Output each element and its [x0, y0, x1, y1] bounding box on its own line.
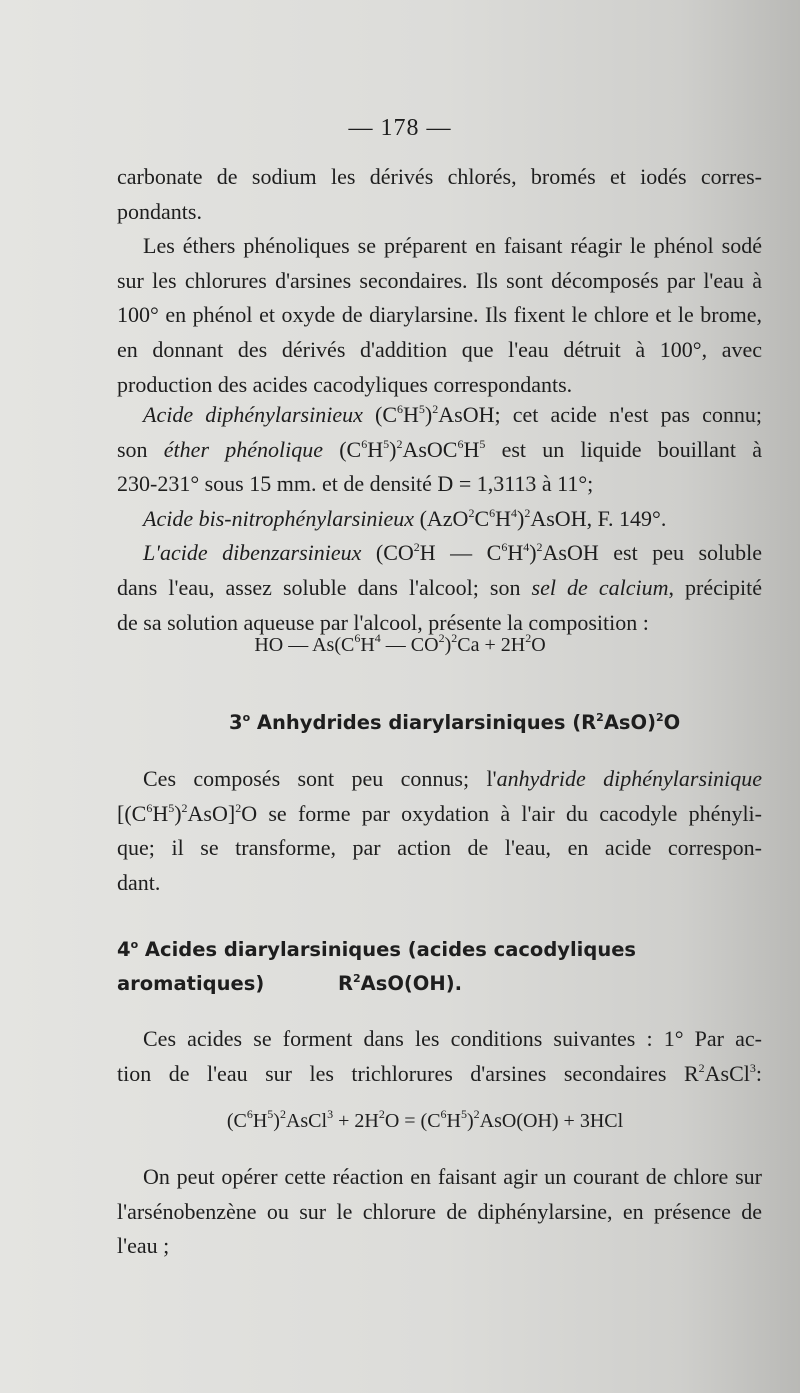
text-line: pondants. — [117, 198, 202, 224]
formula-hydrolysis: $(C^6H^5)^2AsCl^3 + 2H^2O = (C^6H^5)^2AsO(OH) + 3HCl$ — [226, 1107, 624, 1132]
text-line: $[(C^6H^5)^2AsO]^2O$ se forme par oxydation à l'air du cacodyle phényli- — [117, 800, 762, 826]
acid-name: Acide bis-nitrophénylarsinieux — [143, 505, 415, 531]
text-line: 230-231° sous 15 mm. et de densité D = 1,3113 à 11°; — [117, 471, 594, 497]
paragraph-anhydrides — [117, 762, 762, 900]
acid-name: Acide diphénylarsinieux — [143, 402, 363, 427]
text-line: On peut opérer cette réaction en faisant agir un courant de chlore sur l'arsénobenzène ou sur le chlorure de diphénylarsine, en présence de l'eau ; — [117, 1164, 762, 1259]
ether-term: éther phénolique — [163, 436, 323, 462]
acid-dibenzarsinieux: L'acide dibenzarsinieux ($CO^2H$ — $C^6H^4)^2AsOH$ est peu soluble — [143, 540, 762, 566]
text-line: tion de l'eau sur les trichlorures d'arsines secondaires $R^2AsCl^3$: — [117, 1060, 762, 1086]
text-line: de sa solution aqueuse par l'alcool, présente la composition : — [117, 609, 649, 635]
acid-bis-nitrophenylarsinieux: Acide bis-nitrophénylarsinieux $(AzO^2C^6H^4)^2AsOH$, F. 149°. — [143, 505, 667, 531]
text-line: dant. — [117, 869, 161, 895]
paragraph-formation — [117, 1022, 762, 1091]
section-heading-4-formula: $R^2AsO(OH)$. — [337, 972, 463, 995]
paragraph-intro — [117, 160, 762, 402]
paragraph-chlorine-method — [117, 1160, 762, 1264]
acid-diphenylarsinieux: Acide diphénylarsinieux $(C^6H^5)^2AsOH$; cet acide n'est pas connu; — [143, 402, 762, 427]
section-heading-3: 3$^o$ Anhydrides diarylarsiniques $(R^2AsO)^2O$ — [229, 711, 681, 734]
text-line: son éther phénolique $(C^6H^5)^2AsOC^6H^5$ est un liquide bouillant à — [117, 436, 762, 462]
acid-name: L'acide dibenzarsinieux — [143, 540, 362, 566]
text-line: Ces acides se forment dans les conditions suivantes : 1° Par ac- — [143, 1026, 762, 1051]
text-line: carbonate de sodium les dérivés chlorés, bromés et iodés corres- — [117, 164, 762, 189]
text-line: dans l'eau, assez soluble dans l'alcool; son sel de calcium, précipité — [117, 574, 762, 600]
section-heading-4: 4$^o$ Acides diarylarsiniques (acides cacodyliques aromatiques) — [117, 938, 637, 995]
anhydride-term: anhydride diphénylarsinique — [496, 766, 762, 791]
page-number: — 178 — — [348, 115, 452, 141]
acid-list — [117, 398, 762, 640]
paragraph-ethers: Les éthers phénoliques se préparent en faisant réagir le phénol sodé sur les chlorures d'arsines secondaires. Ils sont décomposés par l'eau à 100° en phénol et oxyde de diarylarsine. Ils fixent le chlore et le brome, en donnant des dérivés d'addition que l'eau détruit à 100°, avec production des acides cacodyliques correspondants. — [117, 233, 762, 397]
formula-calcium-salt: HO — $As(C^6H^4$ — $CO^2)^2Ca + 2H^2O$ — [254, 631, 546, 656]
salt-term: sel de calcium — [531, 574, 669, 600]
text-line: que; il se transforme, par action de l'eau, en acide correspon- — [117, 835, 762, 861]
text-line: Ces composés sont peu connus; l'anhydride diphénylarsinique — [143, 766, 762, 791]
